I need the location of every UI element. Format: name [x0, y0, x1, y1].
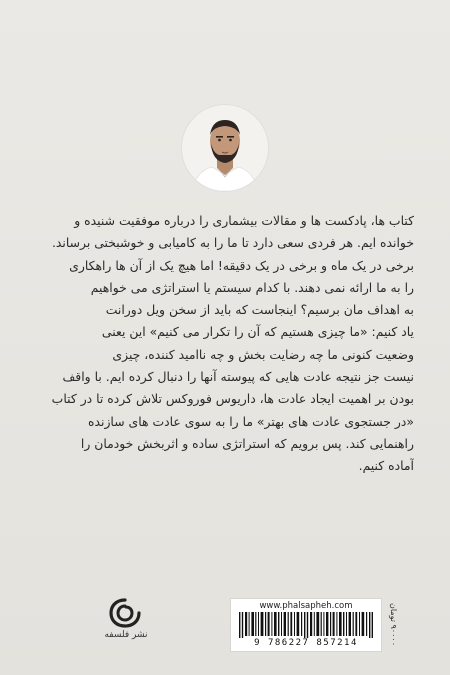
description-line: برخی در یک ماه و برخی در یک دقیقه! اما هیچ یک از آن ها راهکاری: [69, 257, 414, 273]
description-line: را به ما ارائه نمی دهند. با کدام سیستم یا استراتژی می خواهیم: [90, 279, 414, 295]
barcode-label: [230, 598, 382, 652]
author-portrait: [182, 105, 268, 191]
description-line: وضعیت کنونی ما چه رضایت بخش و چه ناامید کننده، چیزی: [112, 346, 414, 362]
description-line: «در جستجوی عادت های بهتر» ما را به سوی عادت های سازنده: [88, 413, 414, 429]
price-label: ۹۰۰۰۰ تومان: [389, 602, 398, 646]
publisher-logo-icon: [108, 598, 142, 628]
description-line: آماده کنیم.: [358, 458, 414, 474]
description-line: به اهداف مان برسیم؟ اینجاست که باید از سخن ویل دورانت: [105, 302, 414, 318]
description-line: راهنمایی کند. پس برویم که استراتژی ساده و اثربخش خودمان را: [80, 435, 414, 451]
description-line: کتاب ها، پادکست ها و مقالات بیشماری را درباره موفقیت شنیده و: [74, 213, 414, 228]
description-line: نیست جز نتیجه عادت هایی که پیوسته آنها را دنبال کرده ایم. با واقف: [62, 369, 414, 385]
barcode: [239, 612, 373, 638]
description-line: بودن بر اهمیت ایجاد عادت ها، داریوس فوروکس تلاش کرده تا در کتاب: [51, 391, 414, 407]
book-description: [42, 210, 414, 478]
publisher-website: www.phalsapheh.com: [259, 601, 353, 611]
description-line: یاد کنیم: «ما چیزی هستیم که آن را تکرار می کنیم» این یعنی: [101, 324, 414, 340]
description-line: خوانده ایم. هر فردی سعی دارد تا ما را به کامیابی و خوشبختی برساند.: [51, 235, 414, 251]
isbn-number: 9 786227 857214: [254, 638, 358, 648]
publisher-name: نشر فلسفه: [104, 630, 148, 640]
